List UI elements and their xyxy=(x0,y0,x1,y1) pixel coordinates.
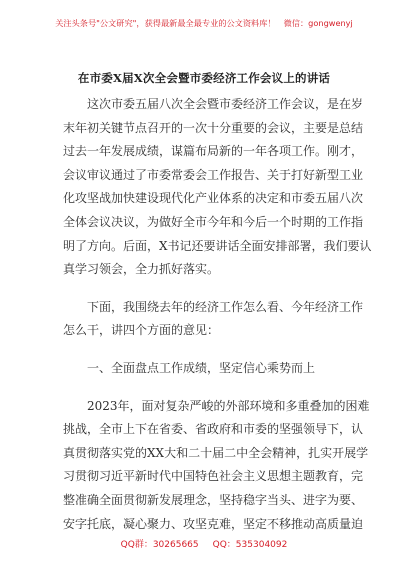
text-line: 化攻坚战加快建设现代化产业体系的决定和市委五届八次 xyxy=(63,191,364,206)
section-heading xyxy=(63,357,337,381)
text-line: 2023年，面对复杂严峻的外部环境和多重叠加的困难 xyxy=(87,398,370,413)
paragraph-gap xyxy=(63,282,337,296)
text-line: 全体会议决议，为做好全市今年和今后一个时期的工作指 xyxy=(63,214,364,229)
paragraph xyxy=(63,395,370,537)
text-line: 真学习领会，全力抓好落实。 xyxy=(63,262,220,277)
footer-qq: QQ：535304092 xyxy=(212,540,288,550)
header-notice: 关注头条号"公文研究"，获得最新最全最专业的公文资料库！ xyxy=(55,18,276,28)
text-line: 明了方向。后面，X书记还要讲话全面安排部署，我们要认 xyxy=(63,238,372,253)
text-line: 安字托底，凝心聚力、攻坚克难，坚定不移推动高质量迫 xyxy=(63,516,364,531)
text-line: 下面，我围绕去年的经济工作怎么看、今年经济工作 xyxy=(87,299,364,314)
paragraph xyxy=(63,296,364,343)
text-line: 一、全面盘点工作成绩，坚定信心乘势而上 xyxy=(87,360,316,375)
text-line: 整准确全面贯彻新发展理念，坚持稳字当头、进字为要、 xyxy=(63,492,364,507)
paragraph xyxy=(63,93,372,282)
header-wechat: 微信：gongwenyj xyxy=(283,18,353,28)
footer-qq-group: QQ群：30265665 xyxy=(120,540,199,550)
document-title: 在市委X届X次全会暨市委经济工作会议上的讲话 xyxy=(77,71,331,85)
text-line: 会议审议通过了市委常委会工作报告、关于打好新型工业 xyxy=(63,167,364,182)
text-line: 怎么干，讲四个方面的意见： xyxy=(63,323,220,338)
text-line: 真贯彻落实党的XX大和二十届二中全会精神，扎实开展学 xyxy=(63,445,369,460)
text-line: 末年初关键节点召开的一次十分重要的会议，主要是总结 xyxy=(63,120,364,135)
text-line: 习贯彻习近平新时代中国特色社会主义思想主题教育，完 xyxy=(63,469,364,484)
paragraph-gap xyxy=(63,343,337,357)
document-body xyxy=(63,93,372,536)
text-line: 挑战，全市上下在省委、省政府和市委的坚强领导下，认 xyxy=(63,422,364,437)
page-header xyxy=(0,18,408,29)
paragraph-gap xyxy=(63,381,337,395)
page-footer xyxy=(0,537,408,550)
text-line: 这次市委五届八次全会暨市委经济工作会议，是在岁 xyxy=(87,97,364,111)
text-line: 过去一年发展成绩，谋篇布局新的一年各项工作。刚才， xyxy=(63,144,364,159)
